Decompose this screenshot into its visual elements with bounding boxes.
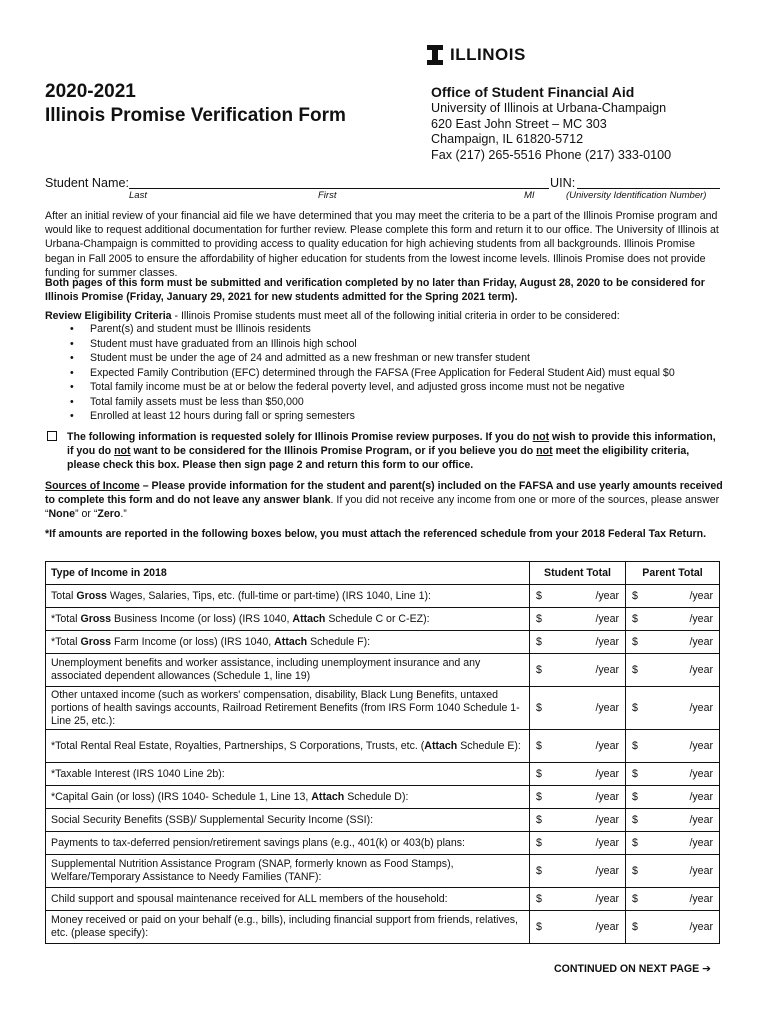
income-type-cell: [46, 832, 530, 855]
table-row: [46, 687, 720, 730]
optout-part: want to be considered for the Illinois Promise Program, or if you believe you do: [130, 445, 537, 458]
table-row: [46, 631, 720, 654]
optout-emphasis: not: [536, 445, 553, 458]
sources-text: .”: [120, 508, 127, 521]
per-year-label: /year: [595, 892, 619, 905]
income-type-text: Wages, Salaries, Tips, etc. (full-time or part-time) (IRS 1040, Line 1):: [106, 589, 431, 602]
income-type-text: *Total Rental Real Estate, Royalties, Partnerships, S Corporations, Trusts, etc. (: [51, 739, 425, 752]
income-type-text: *Total: [51, 612, 81, 625]
dollar-sign: $: [632, 663, 638, 676]
dollar-sign: $: [536, 836, 542, 849]
student-amount-field[interactable]: [530, 654, 626, 687]
parent-amount-field[interactable]: [626, 730, 720, 763]
income-type-text: Social Security Benefits (SSB)/ Supplemental Security Income (SSI):: [51, 813, 374, 826]
form-name: Illinois Promise Verification Form: [45, 105, 346, 126]
income-type-cell: [46, 888, 530, 911]
per-year-label: /year: [595, 589, 619, 602]
per-year-label: /year: [595, 739, 619, 752]
parent-amount-field[interactable]: [626, 786, 720, 809]
optout-emphasis: not: [114, 445, 131, 458]
income-type-text: *Capital Gain (or loss) (IRS 1040- Schedule 1, Line 13,: [51, 790, 312, 803]
table-header-row: [46, 562, 720, 585]
dollar-sign: $: [536, 790, 542, 803]
income-type-text: Schedule D):: [344, 790, 409, 803]
income-type-cell: [46, 585, 530, 608]
middle-initial-caption: MI: [524, 190, 535, 201]
uin-label: UIN:: [550, 176, 576, 190]
table-row: [46, 911, 720, 944]
table-row: [46, 585, 720, 608]
uin-field[interactable]: [577, 188, 720, 189]
dollar-sign: $: [536, 663, 542, 676]
income-type-text: Payments to tax-deferred pension/retirement savings plans (e.g., 401(k) or 403(b) plans:: [51, 836, 465, 849]
address-line: University of Illinois at Urbana-Champaign: [431, 101, 667, 115]
parent-amount-field[interactable]: [626, 654, 720, 687]
student-amount-field[interactable]: [530, 786, 626, 809]
sources-none: None: [48, 508, 76, 521]
list-item: • Student must be under the age of 24 and admitted as a new freshman or new transfer student: [70, 351, 675, 366]
income-type-text: Attach: [292, 612, 326, 625]
per-year-label: /year: [689, 790, 713, 803]
dollar-sign: $: [536, 864, 542, 877]
sources-zero: Zero: [97, 508, 121, 521]
per-year-label: /year: [595, 836, 619, 849]
per-year-label: /year: [689, 767, 713, 780]
table-row: [46, 888, 720, 911]
parent-amount-field[interactable]: [626, 809, 720, 832]
income-type-text: Total: [51, 589, 77, 602]
per-year-label: /year: [595, 635, 619, 648]
dollar-sign: $: [632, 589, 638, 602]
table-row: [46, 763, 720, 786]
per-year-label: /year: [595, 864, 619, 877]
per-year-label: /year: [689, 892, 713, 905]
student-amount-field[interactable]: [530, 763, 626, 786]
income-type-text: Farm Income (or loss) (IRS 1040,: [111, 635, 275, 648]
per-year-label: /year: [689, 663, 713, 676]
list-item: • Enrolled at least 12 hours during fall or spring semesters: [70, 409, 675, 424]
parent-amount-field[interactable]: [626, 888, 720, 911]
dollar-sign: $: [632, 864, 638, 877]
optout-checkbox[interactable]: [47, 431, 57, 441]
criteria-list: [70, 322, 675, 424]
dollar-sign: $: [536, 635, 542, 648]
student-amount-field[interactable]: [530, 687, 626, 730]
table-row: [46, 654, 720, 687]
dollar-sign: $: [632, 612, 638, 625]
form-title: [45, 80, 346, 128]
per-year-label: /year: [689, 589, 713, 602]
sources-text: . If you did not receive any income from one or more of the sources, please answer “: [45, 494, 720, 521]
list-item: • Student must have graduated from an Illinois high school: [70, 337, 675, 352]
deadline-notice: Both pages of this form must be submitted and verification completed by no later than Friday, August 28, 2020 to be considered for Illinois Promise (Friday, January 29, 2021 for new students admitted for the Spring 2021 term).: [45, 277, 705, 304]
intro-paragraph: After an initial review of your financial aid file we have determined that you may meet the criteria to be a part of the Illinois Promise program and would like to request additional documentation for further review. Please complete this form and return it to our office. The University of Illinois at Urbana-Champaign is committed to providing access to quality education for high achieving students from all backgrounds. Illinois Promise began in Fall 2005 to ensure the affordability of higher education for students from the lowest income levels. Illinois Promise does not provide funding for summer classes.: [45, 210, 719, 279]
income-type-text: Schedule C or C-EZ):: [325, 612, 430, 625]
income-type-text: Schedule F):: [307, 635, 371, 648]
income-type-text: *Total: [51, 635, 81, 648]
table-row: [46, 786, 720, 809]
income-type-text: Attach: [424, 739, 458, 752]
dollar-sign: $: [536, 589, 542, 602]
first-name-caption: First: [318, 190, 337, 201]
income-type-cell: [46, 809, 530, 832]
office-address: [431, 101, 671, 163]
income-type-text: Unemployment benefits and worker assistance, including unemployment insurance and any associated dependent allowances (Schedule 1, line 19): [51, 657, 481, 682]
table-row: [46, 809, 720, 832]
parent-amount-field[interactable]: [626, 763, 720, 786]
student-amount-field[interactable]: [530, 888, 626, 911]
table-row: [46, 730, 720, 763]
per-year-label: /year: [689, 612, 713, 625]
address-line: 620 East John Street – MC 303: [431, 116, 607, 131]
income-type-cell: [46, 786, 530, 809]
income-type-text: Schedule E):: [457, 739, 521, 752]
col-header-student: Student Total: [530, 562, 626, 585]
parent-amount-field[interactable]: [626, 832, 720, 855]
per-year-label: /year: [689, 864, 713, 877]
dollar-sign: $: [536, 739, 542, 752]
student-amount-field[interactable]: [530, 911, 626, 944]
list-item: • Expected Family Contribution (EFC) determined through the FAFSA (Free Application for Federal Student Aid) must equal $0: [70, 366, 675, 381]
income-type-cell: [46, 608, 530, 631]
income-type-text: Money received or paid on your behalf (e.g., bills), including financial support from friends, relatives, etc. (please specify):: [51, 914, 518, 939]
dollar-sign: $: [536, 813, 542, 826]
per-year-label: /year: [595, 701, 619, 714]
list-item: • Parent(s) and student must be Illinois residents: [70, 322, 675, 337]
income-type-text: Attach: [311, 790, 345, 803]
col-header-type: Type of Income in 2018: [46, 562, 530, 585]
per-year-label: /year: [689, 813, 713, 826]
per-year-label: /year: [595, 663, 619, 676]
income-type-text: Business Income (or loss) (IRS 1040,: [111, 612, 293, 625]
optout-text: [67, 430, 723, 473]
dollar-sign: $: [536, 892, 542, 905]
per-year-label: /year: [595, 813, 619, 826]
dollar-sign: $: [536, 767, 542, 780]
per-year-label: /year: [689, 920, 713, 933]
income-type-cell: [46, 730, 530, 763]
uin-caption: (University Identification Number): [566, 190, 707, 201]
dollar-sign: $: [536, 701, 542, 714]
per-year-label: /year: [689, 739, 713, 752]
sources-heading: Sources of Income: [45, 480, 140, 492]
dollar-sign: $: [632, 813, 638, 826]
income-type-text: Supplemental Nutrition Assistance Program (SNAP, formerly known as Food Stamps), Welfare/Temporary Assistance to Needy Families (TANF):: [51, 858, 454, 883]
contact-line: Fax (217) 265-5516 Phone (217) 333-0100: [431, 147, 672, 162]
dollar-sign: $: [536, 920, 542, 933]
dollar-sign: $: [632, 920, 638, 933]
dollar-sign: $: [632, 836, 638, 849]
student-amount-field[interactable]: [530, 832, 626, 855]
income-type-cell: [46, 654, 530, 687]
income-type-text: Gross: [80, 612, 112, 625]
income-type-cell: [46, 631, 530, 654]
table-row: [46, 855, 720, 888]
income-type-cell: [46, 855, 530, 888]
table-row: [46, 608, 720, 631]
per-year-label: /year: [689, 635, 713, 648]
income-type-text: Other untaxed income (such as workers' compensation, disability, Black Lung Benefits, untaxed portions of health savings accounts, Railroad Retirement Benefits (from IRS Form 1040 Schedule 1-Line 25, etc.):: [51, 688, 520, 727]
address-line: Champaign, IL 61820-5712: [431, 132, 584, 146]
income-type-cell: [46, 687, 530, 730]
parent-amount-field[interactable]: [626, 631, 720, 654]
office-name: Office of Student Financial Aid: [431, 84, 635, 100]
university-logo: [427, 44, 526, 66]
dollar-sign: $: [632, 739, 638, 752]
income-type-text: *Taxable Interest (IRS 1040 Line 2b):: [51, 767, 225, 780]
income-type-text: Gross: [76, 589, 107, 602]
student-amount-field[interactable]: [530, 585, 626, 608]
dollar-sign: $: [632, 892, 638, 905]
optout-emphasis: not: [532, 431, 550, 443]
income-table: [45, 561, 720, 944]
dollar-sign: $: [632, 701, 638, 714]
last-name-caption: Last: [129, 190, 147, 201]
optout-part: meet the eligibility criteria, please check this box. Please then sign page 2 and return this form to our office.: [67, 445, 690, 472]
continued-notice: CONTINUED ON NEXT PAGE ➔: [554, 963, 712, 975]
per-year-label: /year: [595, 767, 619, 780]
sources-paragraph: [45, 479, 725, 522]
parent-amount-field[interactable]: [626, 608, 720, 631]
logo-text: ILLINOIS: [450, 45, 526, 64]
list-item: • Total family assets must be less than $50,000: [70, 395, 675, 410]
student-amount-field[interactable]: [530, 631, 626, 654]
per-year-label: /year: [595, 920, 619, 933]
parent-amount-field[interactable]: [626, 585, 720, 608]
student-amount-field[interactable]: [530, 855, 626, 888]
parent-amount-field[interactable]: [626, 855, 720, 888]
student-name-label: Student Name:: [45, 176, 130, 190]
optout-part: The following information is requested solely for Illinois Promise review purposes. If you do: [67, 431, 533, 443]
optout-part: wish to provide this information, if you do: [67, 431, 716, 458]
dollar-sign: $: [632, 635, 638, 648]
dollar-sign: $: [632, 767, 638, 780]
criteria-heading: Review Eligibility Criteria: [45, 310, 172, 322]
criteria-text: - Illinois Promise students must meet all of the following initial criteria in order to be considered:: [171, 310, 620, 322]
list-item: • Total family income must be at or below the federal poverty level, and adjusted gross income must not be negative: [70, 380, 675, 395]
per-year-label: /year: [595, 612, 619, 625]
dollar-sign: $: [632, 790, 638, 803]
per-year-label: /year: [689, 836, 713, 849]
col-header-parent: Parent Total: [626, 562, 720, 585]
per-year-label: /year: [595, 790, 619, 803]
student-name-field[interactable]: [129, 188, 549, 189]
student-amount-field[interactable]: [530, 730, 626, 763]
income-type-cell: [46, 763, 530, 786]
income-type-text: Attach: [274, 635, 308, 648]
student-amount-field[interactable]: [530, 608, 626, 631]
attach-note: *If amounts are reported in the following boxes below, you must attach the referenced schedule from your 2018 Federal Tax Return.: [45, 528, 707, 540]
sources-bold: – Please provide information for the student and parent(s) included on the FAFSA and use yearly amounts received to complete this form and do not leave any answer blank: [45, 480, 723, 507]
block-i-icon: [427, 45, 443, 65]
dollar-sign: $: [536, 612, 542, 625]
income-type-text: Child support and spousal maintenance received for ALL members of the household:: [51, 892, 448, 905]
income-type-cell: [46, 911, 530, 944]
form-year: 2020-2021: [45, 81, 136, 102]
student-amount-field[interactable]: [530, 809, 626, 832]
sources-text: ” or “: [75, 508, 98, 521]
parent-amount-field[interactable]: [626, 911, 720, 944]
table-row: [46, 832, 720, 855]
income-type-text: Gross: [80, 635, 112, 648]
per-year-label: /year: [689, 701, 713, 714]
parent-amount-field[interactable]: [626, 687, 720, 730]
